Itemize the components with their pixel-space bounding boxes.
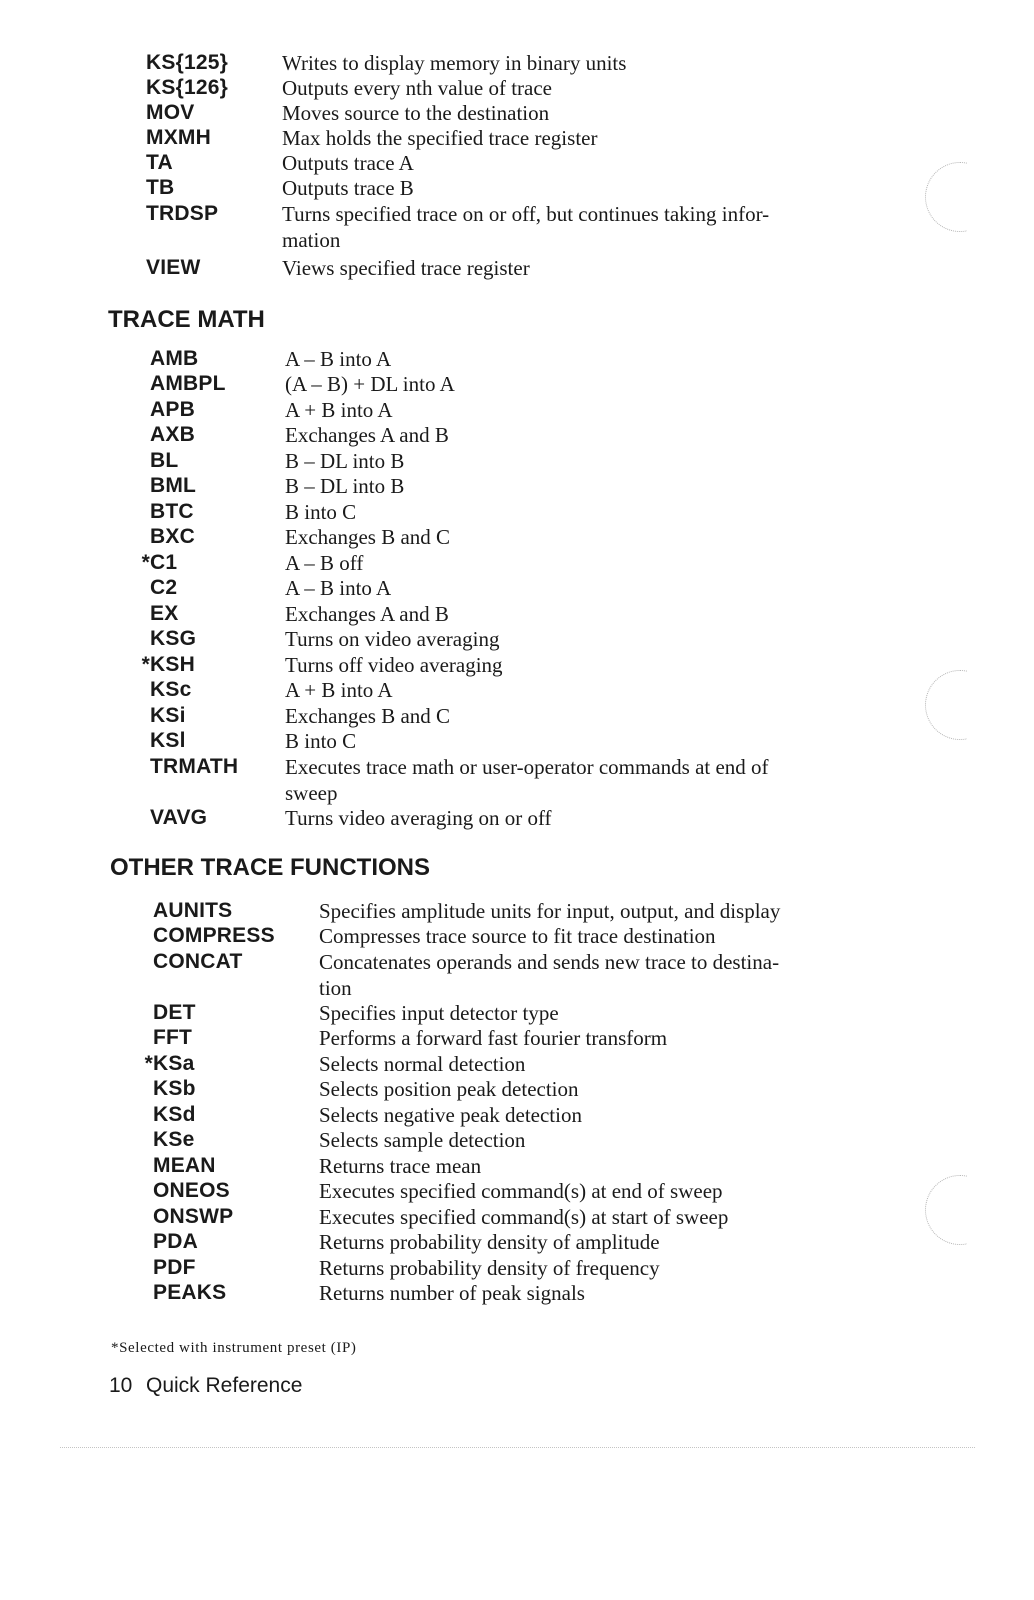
command-entry: [0, 1102, 1034, 1128]
command-name: KSd: [153, 1103, 196, 1126]
command-name: CONCAT: [153, 950, 243, 973]
command-name: AMBPL: [150, 372, 226, 395]
command-description: Selects normal detection: [319, 1052, 526, 1076]
command-name: KSG: [150, 627, 197, 650]
command-name: TB: [146, 176, 175, 199]
command-description-continued: mation: [282, 228, 341, 252]
command-name: MEAN: [153, 1154, 216, 1177]
command-name: APB: [150, 398, 195, 421]
command-entry: [0, 677, 1034, 703]
command-name: BML: [150, 474, 197, 497]
command-description: B into C: [285, 500, 357, 524]
command-name: KSc: [150, 678, 192, 701]
command-description: B – DL into B: [285, 449, 405, 473]
command-entry: [0, 499, 1034, 525]
command-description: Selects negative peak detection: [319, 1103, 582, 1127]
command-description: Returns number of peak signals: [319, 1281, 585, 1305]
command-entry: [0, 949, 1034, 1000]
command-description: Executes specified command(s) at start of sweep: [319, 1205, 729, 1229]
command-entry: [0, 255, 1034, 281]
command-description: Writes to display memory in binary units: [282, 51, 627, 75]
command-description: A – B off: [285, 551, 364, 575]
command-name: MXMH: [146, 126, 211, 149]
command-name: KS{126}: [146, 76, 228, 99]
command-description: Exchanges A and B: [285, 602, 449, 626]
command-description: A + B into A: [285, 678, 393, 702]
command-description: B – DL into B: [285, 474, 405, 498]
command-name: EX: [150, 602, 179, 625]
command-entry: [0, 1204, 1034, 1230]
command-name: TRMATH: [150, 755, 239, 778]
command-entry: [0, 626, 1034, 652]
command-name: KSb: [153, 1077, 196, 1100]
command-description: Specifies amplitude units for input, output, and display: [319, 899, 781, 923]
command-entry: [0, 150, 1034, 176]
command-entry: [0, 473, 1034, 499]
command-entry: [0, 75, 1034, 101]
command-description: Outputs trace A: [282, 151, 414, 175]
command-entry: [0, 550, 1034, 576]
command-name: DET: [153, 1001, 196, 1024]
command-entry: [0, 728, 1034, 754]
command-description: Exchanges B and C: [285, 525, 451, 549]
command-entry: [0, 1025, 1034, 1051]
command-name: * C1: [141, 551, 178, 574]
command-description: Selects sample detection: [319, 1128, 526, 1152]
command-name: FFT: [153, 1026, 193, 1049]
command-name: BXC: [150, 525, 195, 548]
command-name: PDA: [153, 1230, 198, 1253]
command-description: Outputs every nth value of trace: [282, 76, 552, 100]
command-entry: [0, 422, 1034, 448]
command-name: * KSH: [141, 653, 195, 676]
preset-footnote: *Selected with instrument preset (IP): [111, 1340, 357, 1356]
command-name: KSe: [153, 1128, 195, 1151]
command-entry: [0, 1153, 1034, 1179]
command-entry: [0, 201, 1034, 252]
command-description: Turns off video averaging: [285, 653, 503, 677]
command-name: KS{125}: [146, 51, 228, 74]
command-name: ONEOS: [153, 1179, 230, 1202]
command-entry: [0, 1280, 1034, 1306]
command-entry: [0, 1051, 1034, 1077]
command-description: Turns specified trace on or off, but continues taking infor-: [282, 202, 770, 226]
command-name: VIEW: [146, 256, 201, 279]
command-name: KSl: [150, 729, 186, 752]
command-description: Concatenates operands and sends new trace to destina-: [319, 950, 780, 974]
preset-marker: *: [141, 653, 150, 676]
command-entry: [0, 524, 1034, 550]
command-entry: [0, 1127, 1034, 1153]
command-name: * KSa: [144, 1052, 195, 1075]
command-entry: [0, 50, 1034, 76]
command-entry: [0, 175, 1034, 201]
command-name: PDF: [153, 1256, 196, 1279]
command-name: TA: [146, 151, 173, 174]
command-name: VAVG: [150, 806, 208, 829]
command-entry: [0, 923, 1034, 949]
command-name: TRDSP: [146, 202, 219, 225]
preset-marker: *: [141, 551, 150, 574]
command-entry: [0, 703, 1034, 729]
command-description: (A – B) + DL into A: [285, 372, 455, 396]
command-description: Executes trace math or user-operator commands at end of: [285, 755, 769, 779]
command-description: A – B into A: [285, 576, 392, 600]
command-description: Executes specified command(s) at end of sweep: [319, 1179, 723, 1203]
command-name: BTC: [150, 500, 194, 523]
command-name: AXB: [150, 423, 195, 446]
command-entry: [0, 898, 1034, 924]
command-name: AUNITS: [153, 899, 233, 922]
command-description: Performs a forward fast fourier transform: [319, 1026, 668, 1050]
command-description: Returns probability density of frequency: [319, 1256, 660, 1280]
command-description: Moves source to the destination: [282, 101, 550, 125]
command-description: A + B into A: [285, 398, 393, 422]
command-entry: [0, 448, 1034, 474]
command-entry: [0, 125, 1034, 151]
command-description: Exchanges B and C: [285, 704, 451, 728]
command-name: ONSWP: [153, 1205, 234, 1228]
command-description: B into C: [285, 729, 357, 753]
command-description: Outputs trace B: [282, 176, 414, 200]
command-entry: [0, 397, 1034, 423]
command-description: Max holds the specified trace register: [282, 126, 598, 150]
command-name: BL: [150, 449, 179, 472]
command-description: Specifies input detector type: [319, 1001, 559, 1025]
command-entry: [0, 754, 1034, 805]
section-heading-trace-math: TRACE MATH: [108, 306, 265, 333]
command-description: Returns probability density of amplitude: [319, 1230, 660, 1254]
command-name: KSi: [150, 704, 186, 727]
command-entry: [0, 1000, 1034, 1026]
command-description: Compresses trace source to fit trace destination: [319, 924, 716, 948]
command-entry: [0, 1076, 1034, 1102]
command-description-continued: tion: [319, 976, 352, 1000]
command-entry: [0, 1255, 1034, 1281]
scan-edge-line: [60, 1447, 975, 1448]
command-entry: [0, 575, 1034, 601]
command-entry: [0, 1229, 1034, 1255]
command-name: COMPRESS: [153, 924, 275, 947]
page-footer-label: Quick Reference: [146, 1374, 303, 1397]
command-description-continued: sweep: [285, 781, 338, 805]
command-entry: [0, 100, 1034, 126]
command-description: Returns trace mean: [319, 1154, 482, 1178]
command-entry: [0, 652, 1034, 678]
command-entry: [0, 601, 1034, 627]
page-number: 10: [109, 1374, 133, 1397]
command-entry: [0, 1178, 1034, 1204]
command-name: AMB: [150, 347, 199, 370]
section-heading-other-trace-functions: OTHER TRACE FUNCTIONS: [110, 854, 430, 881]
command-name: PEAKS: [153, 1281, 227, 1304]
command-entry: [0, 371, 1034, 397]
command-entry: [0, 805, 1034, 831]
command-description: A – B into A: [285, 347, 392, 371]
command-description: Views specified trace register: [282, 256, 530, 280]
command-description: Turns video averaging on or off: [285, 806, 552, 830]
command-name: MOV: [146, 101, 195, 124]
command-description: Selects position peak detection: [319, 1077, 579, 1101]
command-description: Exchanges A and B: [285, 423, 449, 447]
command-name: C2: [150, 576, 178, 599]
command-description: Turns on video averaging: [285, 627, 500, 651]
command-entry: [0, 346, 1034, 372]
preset-marker: *: [144, 1052, 153, 1075]
